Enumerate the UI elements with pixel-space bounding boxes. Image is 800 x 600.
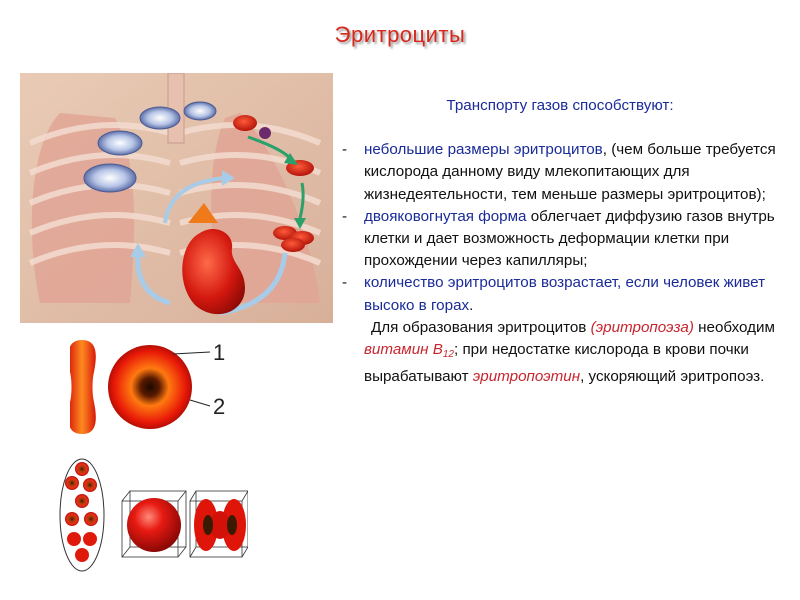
erythrocyte-shape-figure [70,332,240,442]
sphere-cell [127,498,181,552]
item-rest: . [469,296,474,314]
text-block [340,95,780,388]
item-lead: двояковогнутая форма [364,207,527,225]
item-lead: количество эритроцитов возрастает, если человек живет высоко в горах [364,274,766,314]
vitamin-term: витамин $В_{12}$ [364,341,454,361]
item-lead: небольшие размеры эритроцитов [364,141,603,159]
figure-label-1: 1 [213,340,226,365]
list-item: - небольшие размеры эритроцитов, (чем больше требуется кислорода данному виду млекопитающих для жизнедеятельности, тем меньше размеры эритроцитов); [342,141,776,203]
label-line-1 [173,352,210,354]
list-item: - двояковогнутая форма облегчает диффузию газов внутрь клетки и дает возможность деформации клетки при прохождении через капилляры; [342,207,775,270]
erythrocyte-circulation-illustration [20,73,333,323]
disc-face-view [108,345,192,429]
item-rest: , (чем больше требуется кислорода данному виду млекопитающих для жизнедеятельности, тем меньше размеры эритроцитов); [364,141,776,203]
erythrocyte-models-figure [58,455,248,575]
item-rest: облегчает диффузию газов внутрь клетки и дает возможность деформации клетки при прохождении через капилляры; [364,207,775,270]
figure-label-2: 2 [213,394,226,419]
disc-side-view [70,340,96,434]
list-item: - количество эритроцитов возрастает, если человек живет высоко в горах. [342,274,766,314]
trachea [168,73,184,143]
disc-cross-section-cell [194,499,246,551]
erythropoiesis-term: (эритропоэза) [590,318,694,336]
erythropoiesis-paragraph: Для образования эритроцитов (эритропоэза) необходим витамин $В_{12}$; при недостатке кислорода в крови почки вырабатывают эритропоэтин, ускоряющий эритропоэз. [364,318,775,386]
text-heading: Транспорту газов способствуют: [446,97,674,114]
page-title: Эритроциты [334,22,466,47]
label-line-2 [190,400,210,406]
erythropoietin-term: эритропоэтин [472,368,581,386]
